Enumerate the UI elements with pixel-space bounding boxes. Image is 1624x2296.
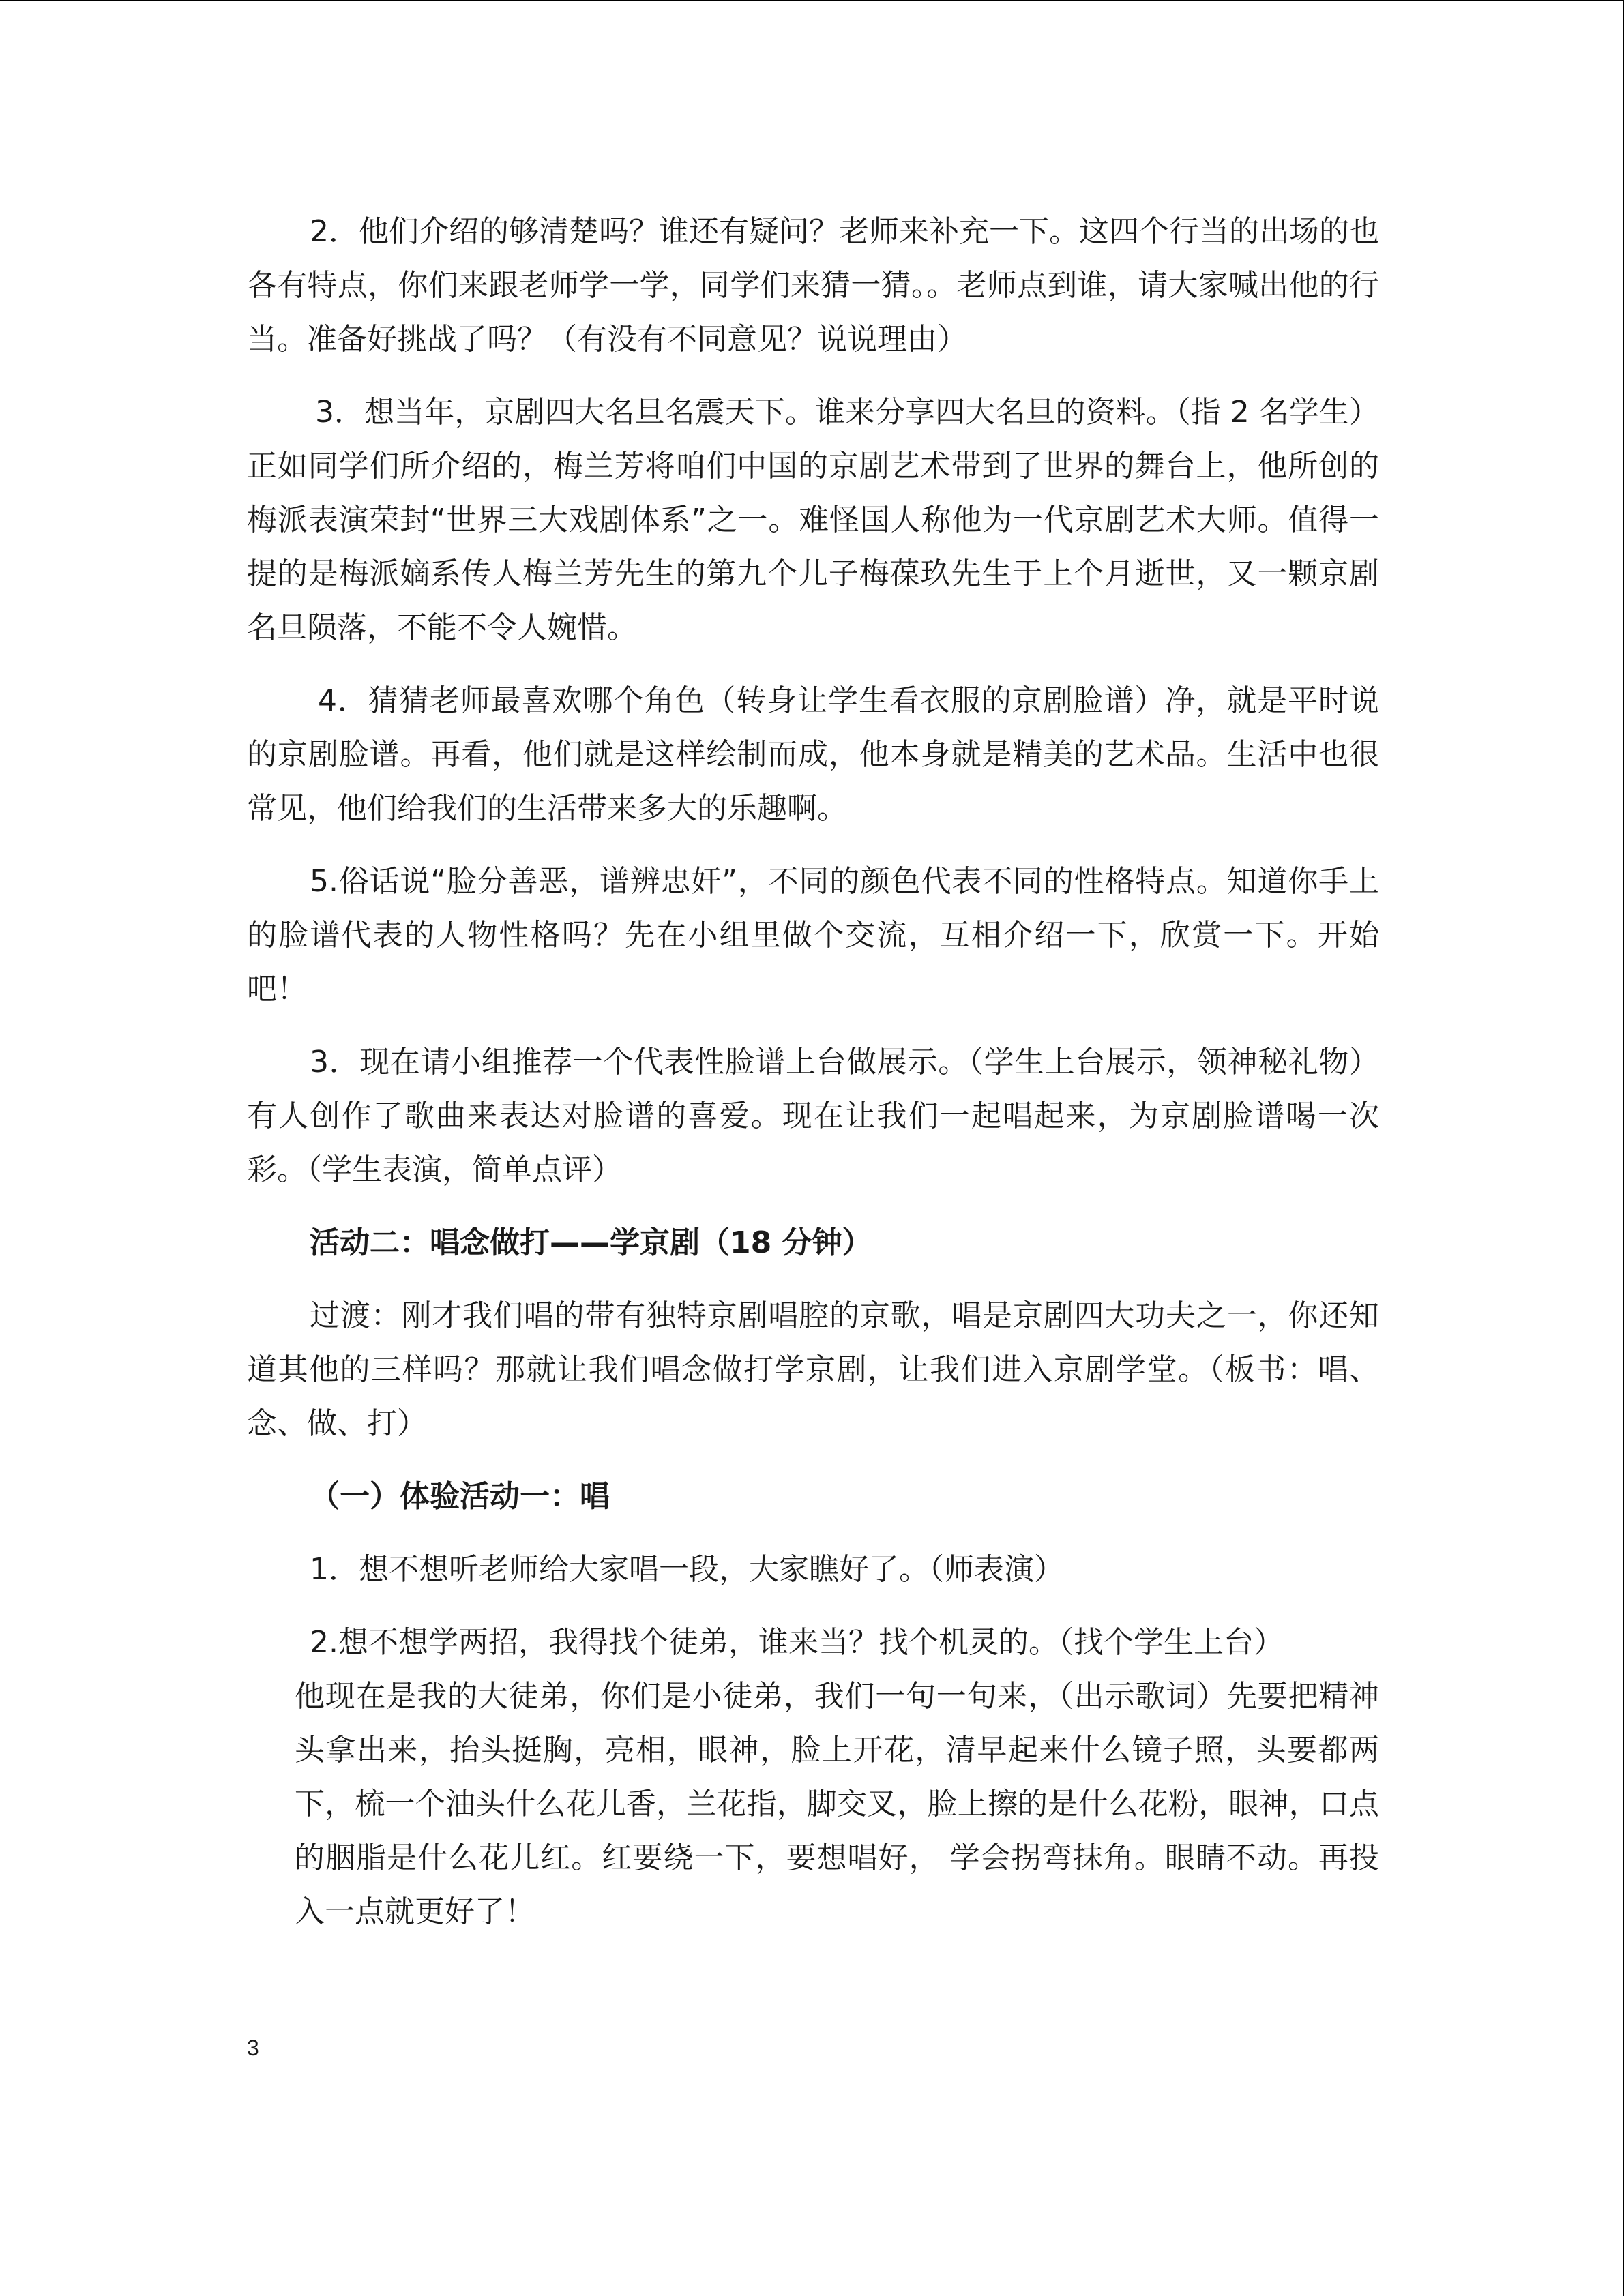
paragraph-2-lyrics-instructions: 他现在是我的大徒弟，你们是小徒弟，我们一句一句来，（出示歌词）先要把精神头拿出来，抬头挺胸，亮相，眼神，脸上开花，清早起来什么镜子照，头要都两下，梳一个油头什么花儿香，兰花指，脚交叉，脸上擦的是什么花粉，眼神，口点的胭脂是什么花儿红。红要绕一下，要想唱好， 学会拐弯抹角。眼睛不动。再投入一点就更好了！ [295, 1679, 1379, 1929]
paragraph-3-presentation: 3．现在请小组推荐一个代表性脸谱上台做展示。（学生上台展示，领神秘礼物）有人创作了歌曲来表达对脸谱的喜爱。现在让我们一起唱起来，为京剧脸谱喝一次彩。（学生表演，简单点评） [247, 1045, 1379, 1187]
paragraph-2-introduction: 2．他们介绍的够清楚吗？谁还有疑问？老师来补充一下。这四个行当的出场的也各有特点，你们来跟老师学一学，同学们来猜一猜。。老师点到谁，请大家喊出他的行当。准备好挑战了吗？（有没有不同意见？说说理由） [247, 214, 1379, 357]
paragraph-4-facial-makeup: 4．猜猜老师最喜欢哪个角色（转身让学生看衣服的京剧脸谱）净，就是平时说的京剧脸谱。再看，他们就是这样绘制而成，他本身就是精美的艺术品。生活中也很常见，他们给我们的生活带来多大的乐趣啊。 [247, 683, 1379, 826]
paragraph-3-four-famous-dan: 3．想当年，京剧四大名旦名震天下。谁来分享四大名旦的资料。（指 2 名学生）正如同学们所介绍的，梅兰芳将咱们中国的京剧艺术带到了世界的舞台上，他所创的梅派表演荣封“世界三大戏剧体系”之一。难怪国人称他为一代京剧艺术大师。值得一提的是梅派嫡系传人梅兰芳先生的第九个儿子梅葆玖先生于上个月逝世，又一颗京剧名旦陨落，不能不令人婉惜。 [247, 395, 1379, 645]
experience-activity-one-heading: （一）体验活动一：唱 [310, 1479, 610, 1514]
activity-two-heading: 活动二：唱念做打——学京剧（18 分钟） [310, 1225, 872, 1260]
paragraph-transition: 过渡：刚才我们唱的带有独特京剧唱腔的京歌，唱是京剧四大功夫之一，你还知道其他的三样吗？那就让我们唱念做打学京剧，让我们进入京剧学堂。（板书：唱、念、做、打） [247, 1298, 1379, 1441]
page-number: 3 [247, 2036, 259, 2060]
page-top-border [0, 0, 1623, 3]
paragraph-5-colors: 5.俗话说“脸分善恶，谱辨忠奸”，不同的颜色代表不同的性格特点。知道你手上的脸谱代表的人物性格吗？先在小组里做个交流，互相介绍一下，欣赏一下。开始吧！ [247, 864, 1379, 1007]
paragraph-1-teacher-sings: 1．想不想听老师给大家唱一段，大家瞧好了。（师表演） [310, 1552, 1064, 1587]
paragraph-2-apprentice: 2.想不想学两招，我得找个徒弟，谁来当？找个机灵的。（找个学生上台） [310, 1625, 1284, 1660]
document-body [247, 205, 1379, 1939]
